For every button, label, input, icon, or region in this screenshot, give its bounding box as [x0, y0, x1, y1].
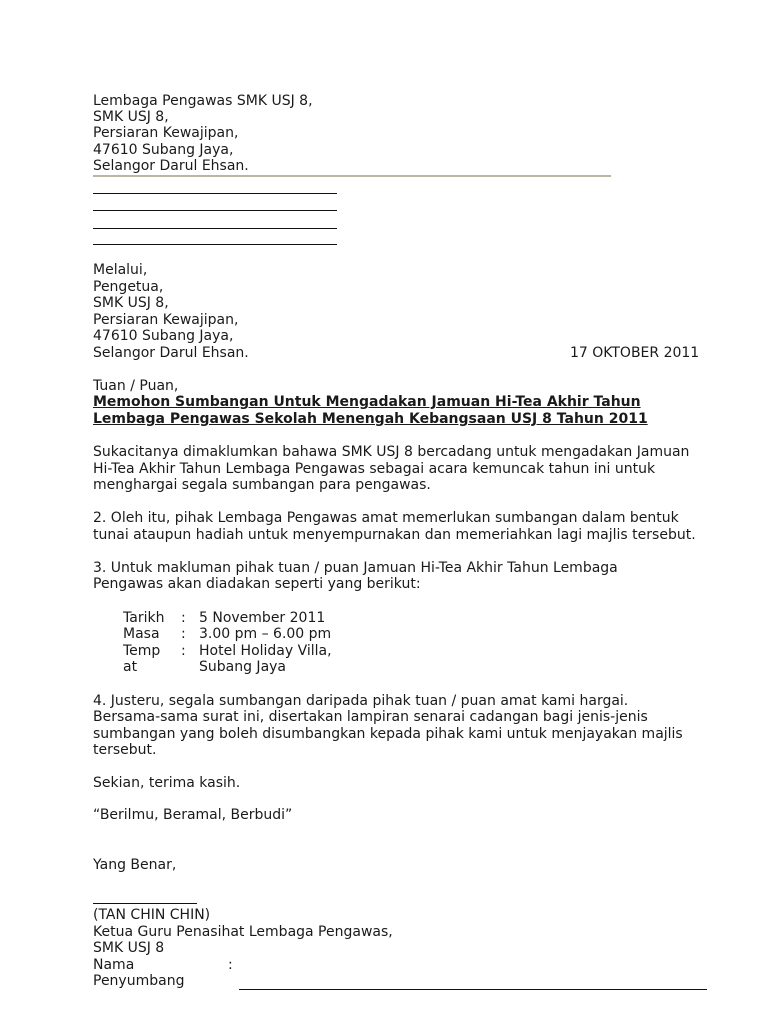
event-value: Hotel Holiday Villa, [199, 643, 332, 659]
event-key: Temp [123, 643, 161, 659]
paragraph-line: 2. Oleh itu, pihak Lembaga Pengawas amat memerlukan sumbangan dalam bentuk [93, 510, 679, 526]
contributor-label: Penyumbang [93, 973, 185, 989]
letter-date: 17 OKTOBER 2011 [570, 345, 700, 361]
paragraph-line: sumbangan yang boleh disumbangkan kepada pihak kami untuk menjayakan majlis [93, 726, 683, 742]
signature-line [93, 903, 197, 904]
contributor-label: Nama [93, 957, 135, 973]
paragraph-line: tunai ataupun hadiah untuk menyempurnakan dan memeriahkan lagi majlis tersebut. [93, 527, 696, 543]
event-value: Subang Jaya [199, 659, 287, 675]
signatory-title: Ketua Guru Penasihat Lembaga Pengawas, [93, 924, 393, 940]
paragraph-line: menghargai segala sumbangan para pengawas. [93, 477, 431, 493]
paragraph-line: Bersama-sama surat ini, disertakan lampiran senarai cadangan bagi jenis-jenis [93, 709, 648, 725]
subject-line-2: Lembaga Pengawas Sekolah Menengah Kebangsaan USJ 8 Tahun 2011 [93, 411, 648, 427]
recipient-blank-line [93, 228, 337, 229]
school-motto: “Berilmu, Beramal, Berbudi” [93, 807, 293, 823]
event-key: Masa [123, 626, 160, 642]
via-line: 47610 Subang Jaya, [93, 328, 234, 344]
via-line: SMK USJ 8, [93, 295, 169, 311]
recipient-blank-line [93, 193, 337, 194]
via-line: Pengetua, [93, 279, 164, 295]
paragraph-line: Hi-Tea Akhir Tahun Lembaga Pengawas sebagai acara kemuncak tahun ini untuk [93, 461, 656, 477]
paragraph-line: Sukacitanya dimaklumkan bahawa SMK USJ 8 bercadang untuk mengadakan Jamuan [93, 444, 690, 460]
signatory-school: SMK USJ 8 [93, 940, 165, 956]
subject-line-1: Memohon Sumbangan Untuk Mengadakan Jamuan Hi-Tea Akhir Tahun [93, 394, 641, 410]
event-separator: : [181, 643, 186, 659]
sender-line: 47610 Subang Jaya, [93, 142, 234, 158]
event-separator: : [181, 610, 186, 626]
event-key: at [123, 659, 138, 675]
paragraph-line: tersebut. [93, 742, 157, 758]
via-line: Selangor Darul Ehsan. [93, 345, 249, 361]
recipient-blank-line [93, 210, 337, 211]
paragraph-line: 4. Justeru, segala sumbangan daripada pihak tuan / puan amat kami hargai. [93, 693, 629, 709]
sign-off: Yang Benar, [93, 857, 177, 873]
paragraph-line: 3. Untuk makluman pihak tuan / puan Jamuan Hi-Tea Akhir Tahun Lembaga [93, 560, 618, 576]
event-separator: : [181, 626, 186, 642]
event-key: Tarikh [123, 610, 165, 626]
recipient-blank-line [93, 244, 337, 245]
paragraph-line: Pengawas akan diadakan seperti yang berikut: [93, 576, 421, 592]
via-line: Melalui, [93, 262, 148, 278]
sender-divider [93, 175, 611, 177]
signatory-name: (TAN CHIN CHIN) [93, 907, 211, 923]
sender-line: SMK USJ 8, [93, 109, 169, 125]
closing-thanks: Sekian, terima kasih. [93, 775, 241, 791]
salutation: Tuan / Puan, [93, 378, 179, 394]
sender-line: Selangor Darul Ehsan. [93, 158, 249, 174]
sender-line: Lembaga Pengawas SMK USJ 8, [93, 93, 313, 109]
via-line: Persiaran Kewajipan, [93, 312, 239, 328]
contributor-name-line [239, 989, 707, 990]
event-value: 5 November 2011 [199, 610, 326, 626]
contributor-separator: : [228, 957, 233, 973]
sender-line: Persiaran Kewajipan, [93, 125, 239, 141]
event-value: 3.00 pm – 6.00 pm [199, 626, 332, 642]
